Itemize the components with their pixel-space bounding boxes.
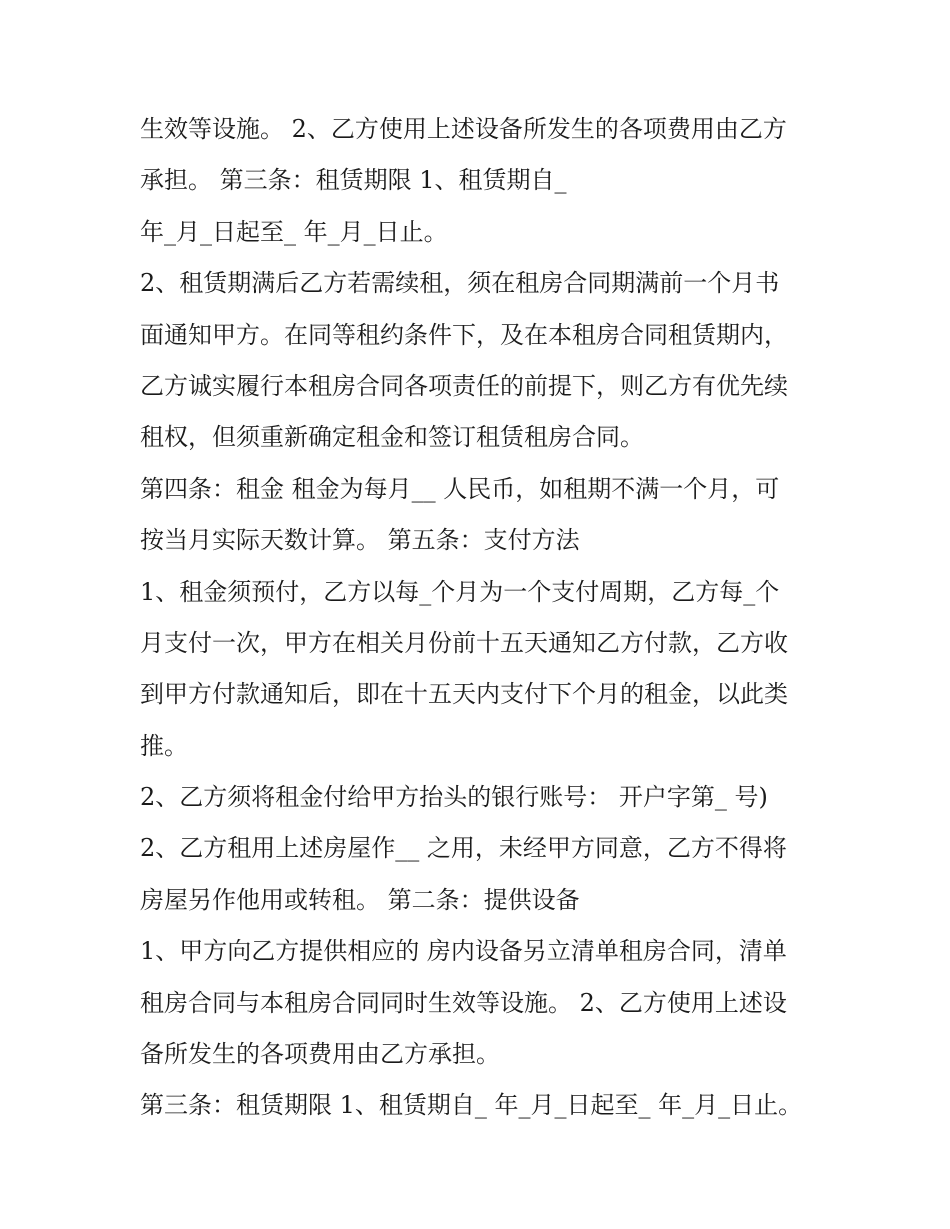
text-line: 房屋另作他用或转租。 第二条：提供设备 [140, 885, 580, 914]
text-line: 1、租金须预付，乙方以每_个月为一个支付周期，乙方每_个 [140, 577, 780, 606]
contract-text [140, 104, 830, 1132]
text-line: 按当月实际天数计算。 第五条：支付方法 [140, 526, 580, 555]
text-line: 承担。 第三条：租赁期限 1、租赁期自_ [140, 166, 567, 195]
text-line: 租房合同与本租房合同同时生效等设施。 2、乙方使用上述设 [140, 988, 787, 1017]
text-line: 第四条：租金 租金为每月__ 人民币，如租期不满一个月，可 [140, 474, 780, 503]
text-line: 到甲方付款通知后，即在十五天内支付下个月的租金，以此类 [140, 680, 788, 709]
text-line: 生效等设施。 2、乙方使用上述设备所发生的各项费用由乙方 [140, 115, 787, 143]
text-line: 租权，但须重新确定租金和签订租赁租房合同。 [140, 423, 644, 452]
text-line: 2、乙方租用上述房屋作__ 之用，未经甲方同意，乙方不得将 [140, 834, 787, 863]
text-line: 1、甲方向乙方提供相应的 房内设备另立清单租房合同，清单 [140, 937, 787, 966]
text-line: 第三条：租赁期限 1、租赁期自_ 年_月_日起至_ 年_月_日止。 [140, 1091, 803, 1120]
text-line: 2、乙方须将租金付给甲方抬头的银行账号： 开户字第_ 号) [140, 783, 768, 812]
text-line: 乙方诚实履行本租房合同各项责任的前提下，则乙方有优先续 [140, 371, 788, 400]
text-line: 面通知甲方。在同等租约条件下，及在本租房合同租赁期内， [140, 320, 788, 349]
text-line: 2、租赁期满后乙方若需续租，须在租房合同期满前一个月书 [140, 269, 780, 298]
text-line: 备所发生的各项费用由乙方承担。 [140, 1040, 500, 1069]
text-line: 年_月_日起至_ 年_月_日止。 [140, 217, 448, 246]
text-line: 推。 [140, 731, 188, 760]
text-line: 月支付一次，甲方在相关月份前十五天通知乙方付款，乙方收 [140, 628, 788, 657]
